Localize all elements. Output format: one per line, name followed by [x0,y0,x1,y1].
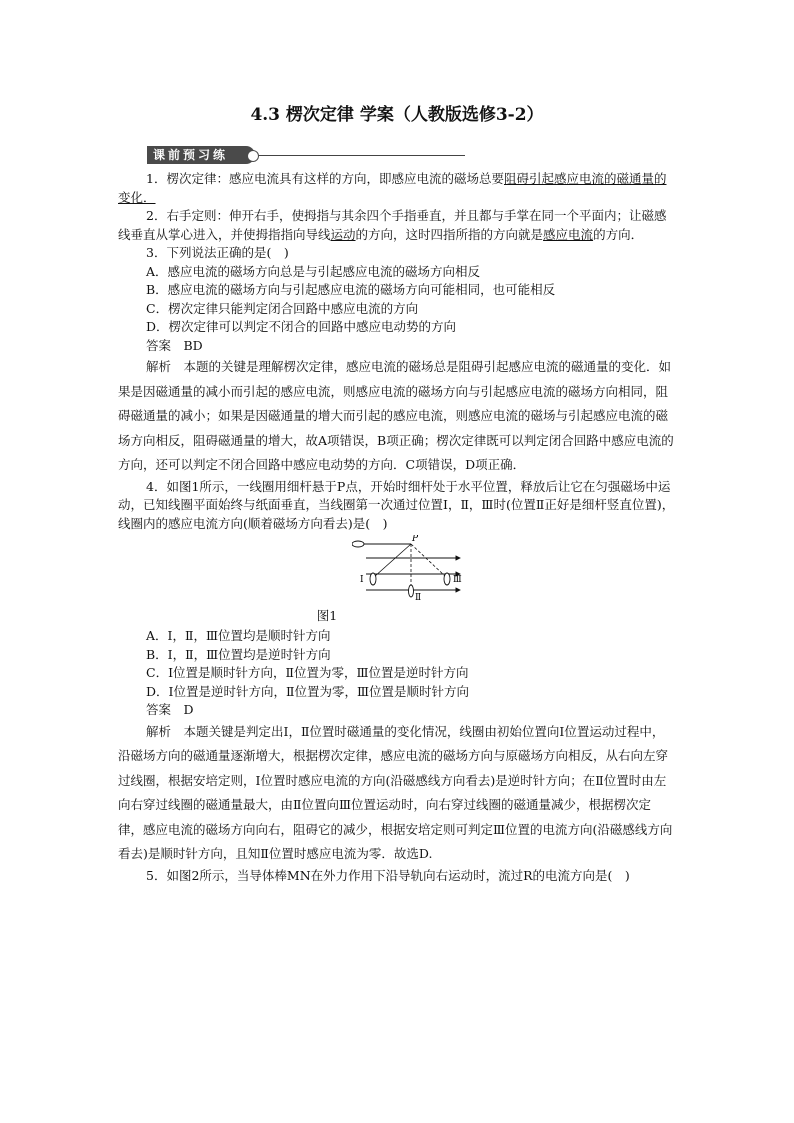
q4-option-c: C．Ⅰ位置是顺时针方向，Ⅱ位置为零，Ⅲ位置是逆时针方向 [146,665,469,680]
section-divider [259,155,465,156]
question-2 [118,207,676,244]
position-2-label: Ⅱ [415,593,422,603]
q4-option-b: B．Ⅰ，Ⅱ，Ⅲ位置均是逆时针方向 [146,646,331,662]
rod-position-1 [374,544,411,577]
q3-analysis: 解析 本题的关键是理解楞次定律，感应电流的磁场总是阻碍引起感应电流的磁通量的变化．如果是因磁通量的减小而引起的感应电流，则感应电流的磁场方向与引起感应电流的磁场方向相同，阻碍磁通量的减小；如果是因磁通量的增大而引起的感应电流，则感应电流的磁场与引起感应电流的磁场方向相反，阻碍磁通量的增大，故A项错误，B项正确；楞次定律既可以判定闭合回路中感应电流的方向，还可以判定不闭合回路中感应电动势的方向．C项错误，D项正确． [118,359,674,472]
question-5-stem: 5．如图2所示，当导体棒MN在外力作用下沿导轨向右运动时，流过R的电流方向是( ) [146,867,630,883]
q3-option-a: A．感应电流的磁场方向总是与引起感应电流的磁场方向相反 [146,263,481,279]
section-header [147,146,467,166]
position-3-label: Ⅲ [453,575,462,585]
q3-answer: 答案 BD [146,337,203,353]
q2-answer-blank-b: 感应电流 [543,226,594,242]
q1-text: 1．楞次定律：感应电流具有这样的方向，即感应电流的磁场总要 [146,171,504,186]
q2-answer-blank-a: 运动 [330,226,356,242]
bullet-dot-icon [247,150,259,162]
coil-position-3-icon [444,573,450,585]
figure-1-caption: 图1 [316,608,338,623]
figure-1 [118,535,676,627]
question-1 [118,170,676,207]
q2-text-a: 2．右手定则：伸开右手，使拇指与其余四个手指垂直，并且都与手掌在同一个平面内；让磁感线垂直从掌心进入，并使拇指指向导线 [118,208,667,242]
q4-option-a: A．Ⅰ，Ⅱ，Ⅲ位置均是顺时针方向 [146,628,331,643]
q3-option-d: D．楞次定律可以判定不闭合的回路中感应电动势的方向 [146,319,457,334]
point-p-label: P [412,535,419,544]
q4-option-d: D．Ⅰ位置是逆时针方向，Ⅱ位置为零，Ⅲ位置是顺时针方向 [146,683,470,699]
q3-option-c: C．楞次定律只能判定闭合回路中感应电流的方向 [146,300,419,316]
rod-position-3 [411,544,446,577]
content-body [118,170,676,885]
q3-option-b: B．感应电流的磁场方向与引起感应电流的磁场方向可能相同，也可能相反 [146,282,556,297]
q1-answer-blank: 阻碍引起感应电流的磁通量的变化． [118,171,667,205]
q4-analysis: 解析 本题关键是判定出Ⅰ，Ⅱ位置时磁通量的变化情况，线圈由初始位置向Ⅰ位置运动过程中，沿磁场方向的磁通量逐渐增大，根据楞次定律，感应电流的磁场方向与原磁场方向相反，从右向左穿过线圈，根据安培定则，Ⅰ位置时感应电流的方向(沿磁感线方向看去)是逆时针方向；在Ⅱ位置时由左向右穿过线圈的磁通量最大，由Ⅱ位置向Ⅲ位置运动时，向右穿过线圈的磁通量减少，根据楞次定律，感应电流的磁场方向向右，阻碍它的减少，根据安培定则可判定Ⅲ位置的电流方向(沿磁感线方向看去)是顺时针方向，且知Ⅱ位置时感应电流为零．故选D. [118,723,673,861]
q2-text-c: 的方向． [593,226,644,242]
coil-position-1-icon [370,573,376,585]
question-4-stem: 4．如图1所示，一线圈用细杆悬于P点，开始时细杆处于水平位置，释放后让它在匀强磁场中运动，已知线圈平面始终与纸面垂直，当线圈第一次通过位置Ⅰ，Ⅱ，Ⅲ时(位置Ⅱ正好是细杆竖直位置)，线圈内的感应电流方向(顺着磁场方向看去)是( ) [118,478,675,531]
question-3-stem: 3．下列说法正确的是( ) [146,245,289,260]
q4-answer: 答案 D [146,702,194,717]
position-1-label: Ⅰ [360,575,364,585]
section-label: 课前预习练 [147,146,255,164]
page-title: 4.3 楞次定律 学案（人教版选修3-2） [250,105,544,125]
q2-text-b: 的方向，这时四指所指的方向就是 [355,226,544,242]
coil-position-2-icon [409,585,414,597]
coil-pendulum-diagram [352,535,482,607]
coil-initial-icon [352,541,364,547]
